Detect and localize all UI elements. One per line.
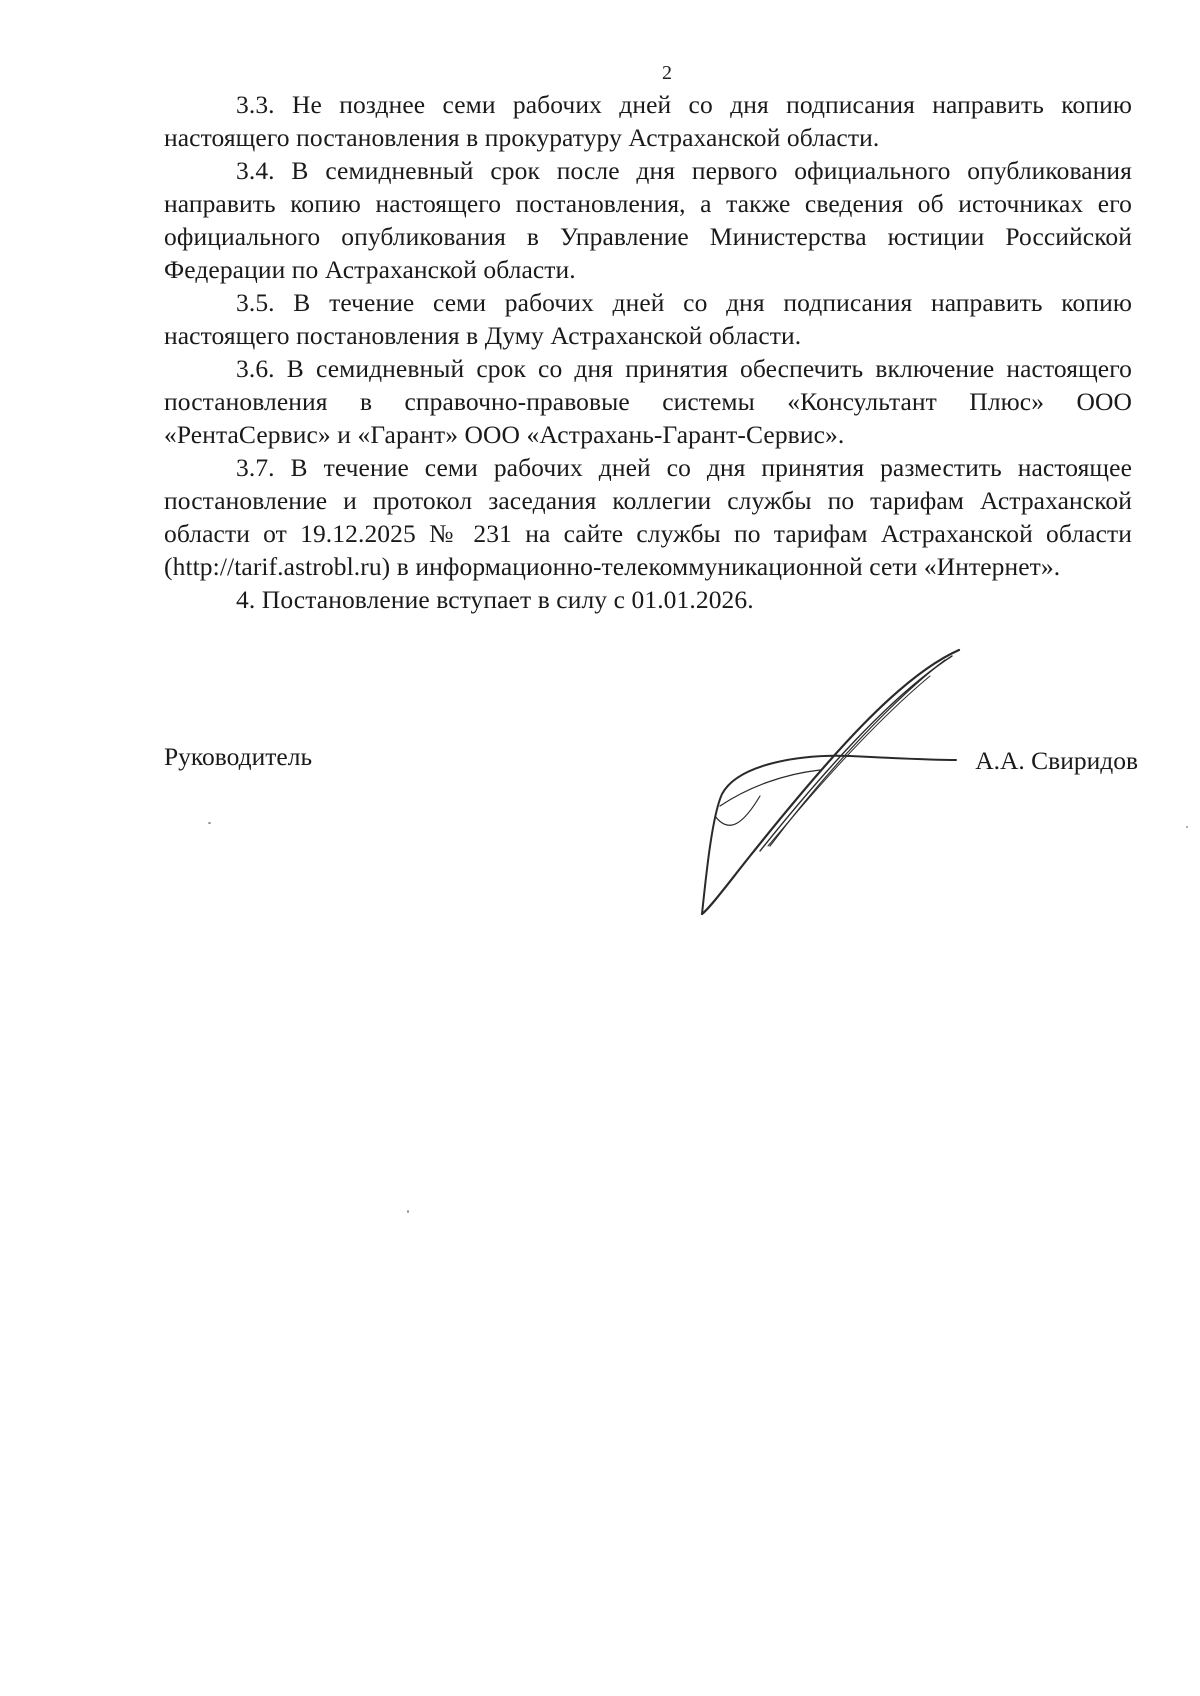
paragraph-3-6: 3.6. В семидневный срок со дня принятия обеспечить включение настоящего постановления в справочно-правовые системы «Консультант Плюс» ООО «РентаСервис» и «Гарант» ООО «Астрахань-Гарант-Сервис».	[164, 354, 1132, 449]
paragraph-4: 4. Постановление вступает в силу с 01.01.2026.	[236, 585, 754, 614]
paragraph-3-4: 3.4. В семидневный срок после дня первого официального опубликования направить копию настоящего постановления, а также сведения об источниках его официального опубликования в Управление Министерства юстиции Российской Федерации по Астраханской области.	[164, 156, 1132, 284]
handwritten-signature	[690, 646, 990, 916]
document-body	[164, 88, 1132, 616]
paragraph-3-5: 3.5. В течение семи рабочих дней со дня подписания направить копию настоящего постановления в Думу Астраханской области.	[164, 288, 1132, 350]
paragraph-3-7: 3.7. В течение семи рабочих дней со дня принятия разместить настоящее постановление и протокол заседания коллегии службы по тарифам Астраханской области от 19.12.2025 № 231 на сайте службы по тарифам Астраханской области (http://tarif.astrobl.ru) в информационно-телекоммуникационной сети «Интернет».	[164, 453, 1132, 581]
scan-speck	[208, 822, 211, 824]
page-number: 2	[662, 62, 672, 84]
scan-speck	[407, 1210, 409, 1213]
scan-speck	[1186, 826, 1188, 828]
signer-position: Руководитель	[164, 742, 313, 771]
signer-name: А.А. Свиридов	[975, 746, 1138, 775]
paragraph-3-3: 3.3. Не позднее семи рабочих дней со дня подписания направить копию настоящего постановления в прокуратуру Астраханской области.	[164, 90, 1132, 152]
